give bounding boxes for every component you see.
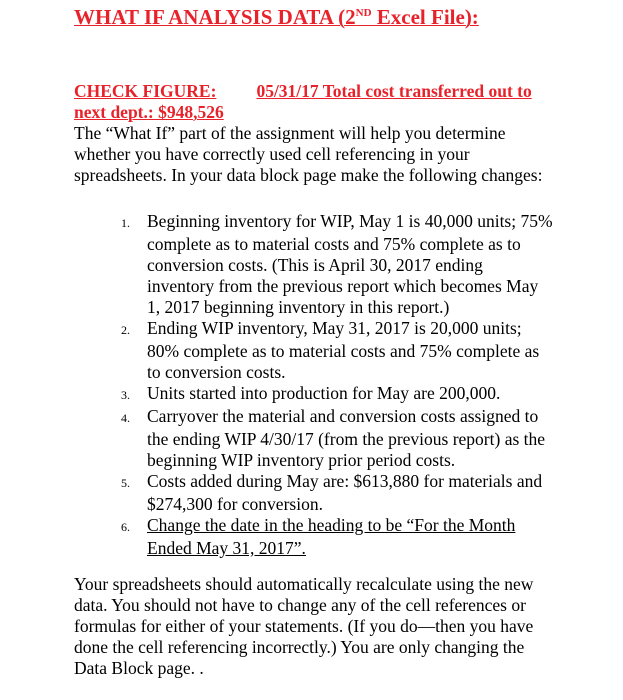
list-item-text: Change the date in the heading to be “For the Month Ended May 31, 2017”. xyxy=(147,515,516,558)
list-item xyxy=(74,383,554,406)
steps-list xyxy=(74,211,554,559)
check-figure-value: 05/31/17 Total cost transferred out to next dept.: $948,526 xyxy=(74,81,532,122)
page-title xyxy=(74,4,534,30)
check-figure xyxy=(74,81,554,123)
list-item xyxy=(74,211,554,318)
list-item-text: Costs added during May are: $613,880 for materials and $274,300 for conversion. xyxy=(147,471,543,514)
list-item-number: 4. xyxy=(121,411,130,425)
list-item-number: 2. xyxy=(121,323,130,337)
title-part2: Excel File): xyxy=(371,5,479,29)
list-item xyxy=(74,471,554,515)
title-part1: WHAT IF ANALYSIS DATA (2 xyxy=(74,5,356,29)
closing-paragraph: Your spreadsheets should automatically recalculate using the new data. You should not have to change any of the cell references or formulas for either of your statements. (If you do—then you have done the cell referencing incorrectly.) You are only changing the Data Block page. . xyxy=(74,574,534,678)
list-item-number: 6. xyxy=(121,520,130,534)
list-item-number: 1. xyxy=(121,216,130,230)
list-item-text: Beginning inventory for WIP, May 1 is 40,000 units; 75% complete as to material costs and 75% complete as to conversion costs. (This is April 30, 2017 ending inventory from the previous report which becomes May 1, 2017 beginning inventory in this report.) xyxy=(147,211,553,317)
title-superscript: ND xyxy=(355,7,372,19)
list-item xyxy=(74,515,554,559)
list-item xyxy=(74,318,554,383)
list-item-text: Ending WIP inventory, May 31, 2017 is 20,000 units; 80% complete as to material costs and 75% complete as to conversion costs. xyxy=(147,318,540,382)
list-item-text: Units started into production for May are 200,000. xyxy=(147,383,501,403)
check-figure-label: CHECK FIGURE: xyxy=(74,81,217,101)
list-item xyxy=(74,406,554,471)
list-item-number: 5. xyxy=(121,476,130,490)
list-item-number: 3. xyxy=(121,388,130,402)
intro-paragraph: The “What If” part of the assignment will help you determine whether you have correctly used cell referencing in your spreadsheets. In your data block page make the following changes: xyxy=(74,123,543,185)
list-item-text: Carryover the material and conversion costs assigned to the ending WIP 4/30/17 (from the previous report) as the beginning WIP inventory prior period costs. xyxy=(147,406,546,470)
